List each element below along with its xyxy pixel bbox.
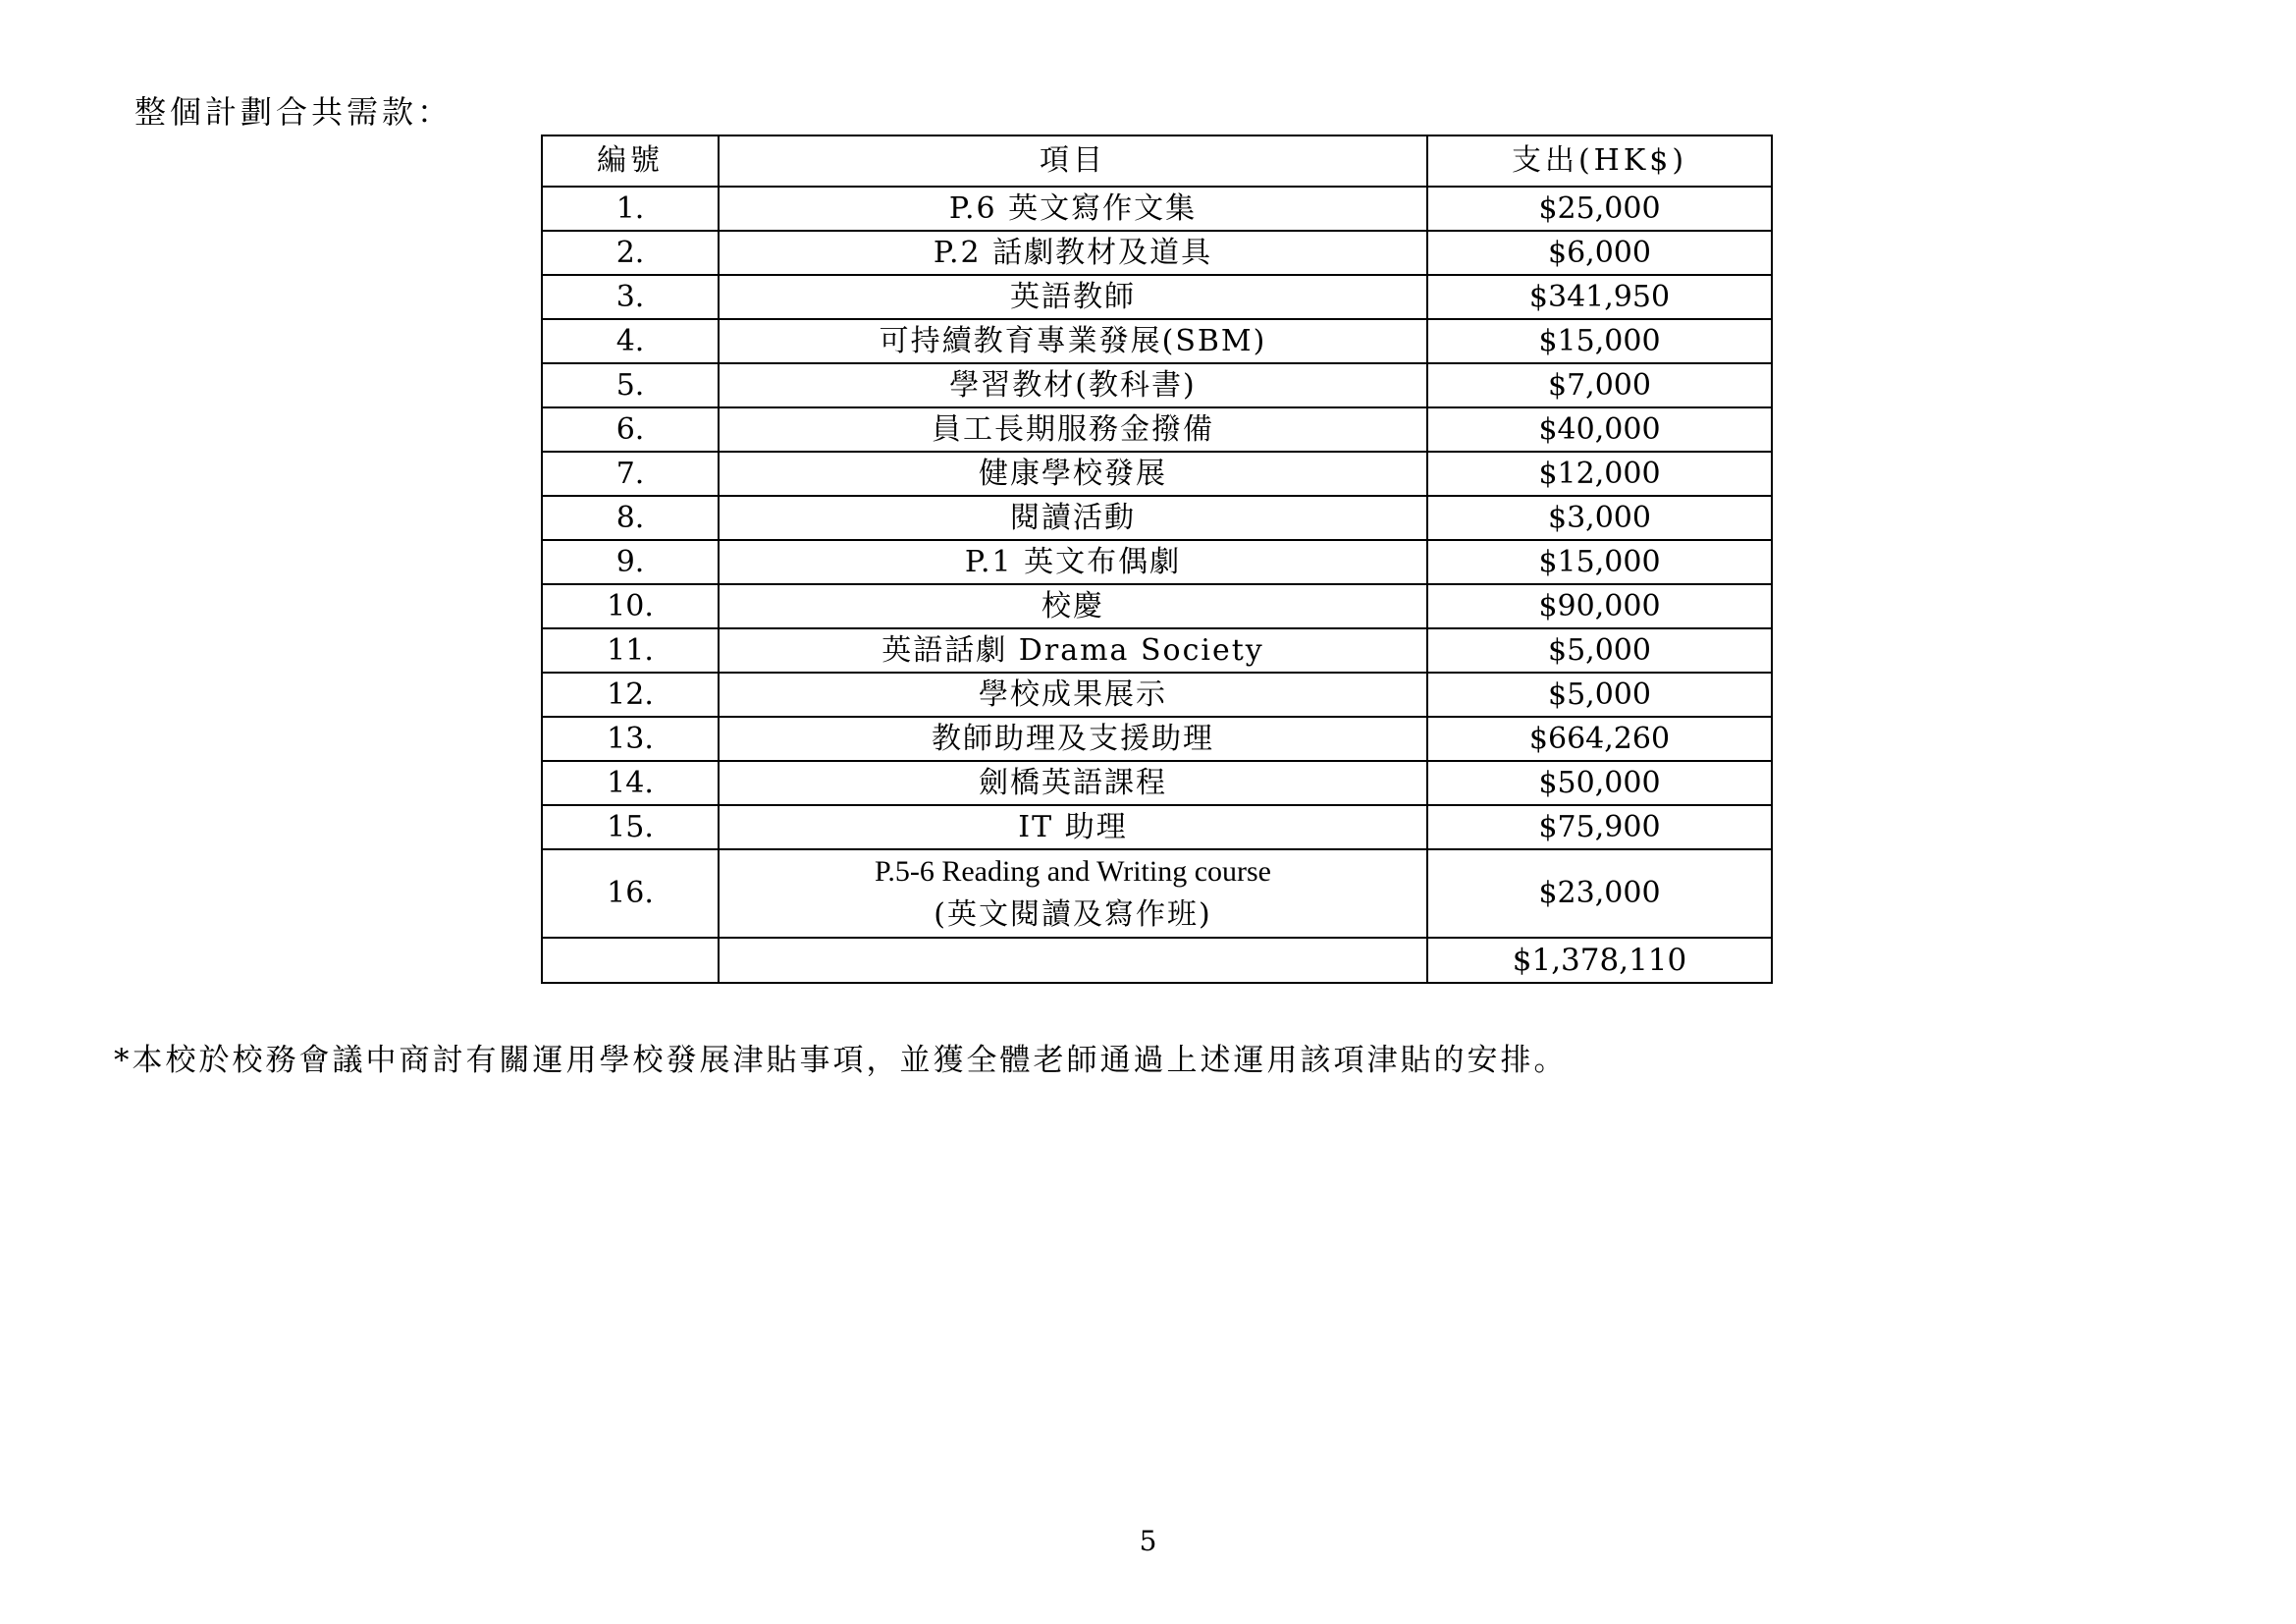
table-row	[542, 407, 1772, 452]
total-row	[542, 938, 1772, 983]
row-number: 2.	[542, 231, 719, 275]
budget-table	[541, 135, 1773, 984]
row-item: IT 助理	[719, 805, 1427, 849]
row-number: 16.	[542, 849, 719, 938]
row-number: 4.	[542, 319, 719, 363]
table-body	[542, 187, 1772, 938]
row-cost: $3,000	[1427, 496, 1772, 540]
row-cost: $15,000	[1427, 540, 1772, 584]
row-item: 健康學校發展	[719, 452, 1427, 496]
row-cost: $6,000	[1427, 231, 1772, 275]
table-row	[542, 761, 1772, 805]
table-row	[542, 673, 1772, 717]
row-cost: $25,000	[1427, 187, 1772, 231]
row-number: 3.	[542, 275, 719, 319]
row-cost: $664,260	[1427, 717, 1772, 761]
header-number: 編號	[542, 135, 719, 187]
row-number: 8.	[542, 496, 719, 540]
row-item: 員工長期服務金撥備	[719, 407, 1427, 452]
page-heading: 整個計劃合共需款：	[134, 93, 454, 131]
row-item: P.6 英文寫作文集	[719, 187, 1427, 231]
table-row	[542, 584, 1772, 628]
row-item: 閱讀活動	[719, 496, 1427, 540]
table-row	[542, 319, 1772, 363]
row-number: 5.	[542, 363, 719, 407]
row-number: 12.	[542, 673, 719, 717]
table-row	[542, 275, 1772, 319]
row-cost: $23,000	[1427, 849, 1772, 938]
total-number	[542, 938, 719, 983]
row-item: 劍橋英語課程	[719, 761, 1427, 805]
row-number: 14.	[542, 761, 719, 805]
table-row	[542, 805, 1772, 849]
row-item-line-2: (英文閱讀及寫作班)	[934, 897, 1212, 932]
row-item: 學校成果展示	[719, 673, 1427, 717]
page-number: 5	[1139, 1525, 1157, 1557]
row-cost: $341,950	[1427, 275, 1772, 319]
total-item	[719, 938, 1427, 983]
row-number: 15.	[542, 805, 719, 849]
header-item: 項目	[719, 135, 1427, 187]
row-item: 英語教師	[719, 275, 1427, 319]
row-number: 7.	[542, 452, 719, 496]
row-item-line-1: P.5-6 Reading and Writing course	[874, 855, 1271, 888]
row-cost: $5,000	[1427, 628, 1772, 673]
row-number: 9.	[542, 540, 719, 584]
table-row	[542, 363, 1772, 407]
table-row	[542, 717, 1772, 761]
row-item: P.2 話劇教材及道具	[719, 231, 1427, 275]
row-number: 6.	[542, 407, 719, 452]
row-item: 英語話劇 Drama Society	[719, 628, 1427, 673]
row-cost: $12,000	[1427, 452, 1772, 496]
row-cost: $40,000	[1427, 407, 1772, 452]
table-row	[542, 496, 1772, 540]
row-cost: $50,000	[1427, 761, 1772, 805]
row-number: 11.	[542, 628, 719, 673]
table-row	[542, 187, 1772, 231]
row-cost: $75,900	[1427, 805, 1772, 849]
total-cost: $1,378,110	[1427, 938, 1772, 983]
table-row	[542, 231, 1772, 275]
row-number: 10.	[542, 584, 719, 628]
row-cost: $5,000	[1427, 673, 1772, 717]
row-number: 13.	[542, 717, 719, 761]
table-header-row	[542, 135, 1772, 187]
table-row	[542, 540, 1772, 584]
row-item: 校慶	[719, 584, 1427, 628]
table-row	[542, 452, 1772, 496]
header-cost: 支出(HK$)	[1427, 135, 1772, 187]
table-row	[542, 628, 1772, 673]
row-item: 可持續教育專業發展(SBM)	[719, 319, 1427, 363]
table-row	[542, 849, 1772, 938]
row-item: 教師助理及支援助理	[719, 717, 1427, 761]
row-item: P.1 英文布偶劇	[719, 540, 1427, 584]
row-cost: $90,000	[1427, 584, 1772, 628]
row-item	[719, 849, 1427, 938]
row-item: 學習教材(教科書)	[719, 363, 1427, 407]
row-cost: $7,000	[1427, 363, 1772, 407]
row-number: 1.	[542, 187, 719, 231]
footnote: *本校於校務會議中商討有關運用學校發展津貼事項，並獲全體老師通過上述運用該項津貼的安排。	[114, 1043, 1568, 1078]
row-cost: $15,000	[1427, 319, 1772, 363]
